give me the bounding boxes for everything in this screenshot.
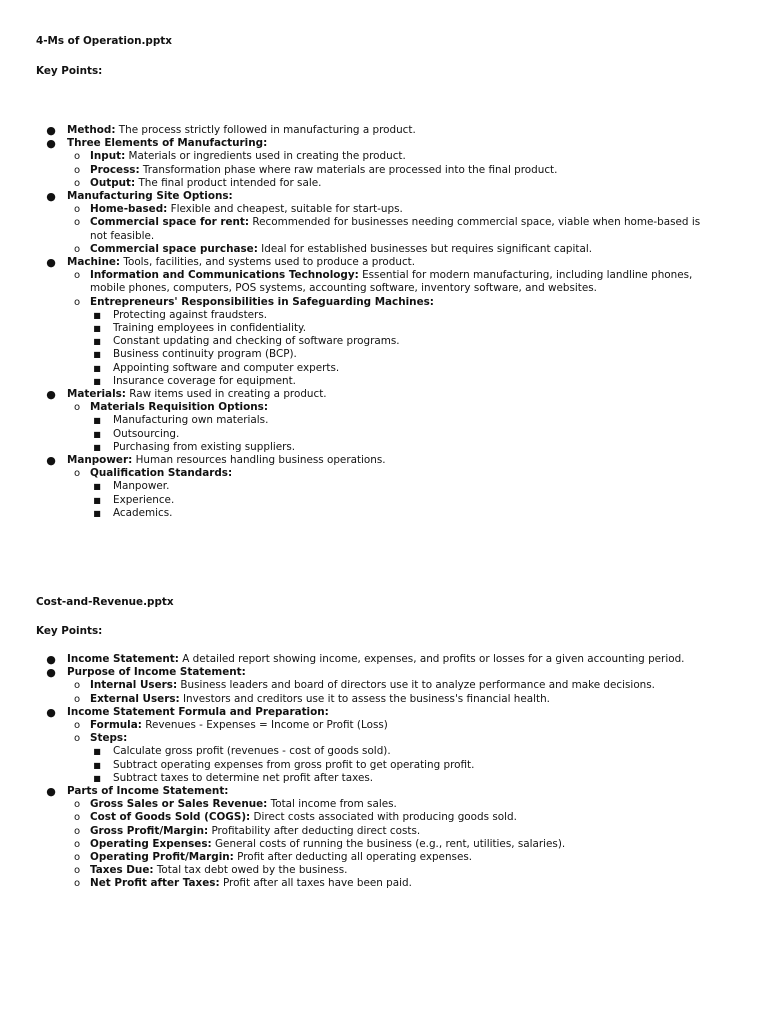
item-text: Business continuity program (BCP). [113,348,297,361]
list-item [0,653,768,666]
bullet-icon: ■ [93,429,101,439]
item-text: Profitability after deducting direct costs. [208,824,421,837]
bullet-icon: o [73,865,81,877]
item-label: Output: [90,176,136,189]
bullet-icon: o [73,720,81,732]
item-label: External Users: [90,692,180,705]
item-label: Entrepreneurs' Responsibilities in Safeguarding Machines: [90,295,434,308]
list-item [0,745,768,758]
item-text: Calculate gross profit (revenues - cost of goods sold). [113,745,391,758]
item-label: Gross Profit/Margin: [90,824,209,837]
item-text: Essential for modern manufacturing, including landline phones, mobile phones, computers, POS systems, accounting software, inventory software, and websites. [90,269,693,295]
bullet-icon: ■ [93,337,101,347]
item-text: Subtract taxes to determine net profit after taxes. [113,771,374,784]
bullet-icon: o [73,177,81,189]
bullet-icon: o [73,204,81,216]
bullet-icon: ● [46,190,56,204]
list-item [0,296,768,309]
section1-key-points-label: Key Points: [36,65,103,77]
list-item [0,335,768,348]
bullet-icon: ■ [93,495,101,505]
bullet-icon: ■ [93,773,101,783]
item-text: Manufacturing own materials. [113,414,269,427]
section2-filename: Cost-and-Revenue.pptx [36,596,174,608]
item-text: Direct costs associated with producing goods sold. [250,811,517,824]
item-text: Academics. [113,506,173,519]
item-text: Outsourcing. [113,427,180,440]
list-item [0,864,768,877]
item-text: Profit after all taxes have been paid. [219,877,412,890]
list-item [0,124,768,137]
item-label: Commercial space for rent: [90,216,250,229]
list-item [0,759,768,772]
bullet-icon: o [73,151,81,163]
item-label: Manpower: [67,454,133,467]
item-label: Input: [90,150,126,163]
item-label: Income Statement: [67,653,179,665]
item-label: Formula: [90,719,142,732]
list-item [0,666,768,679]
list-item [0,388,768,401]
item-text: Flexible and cheapest, suitable for start-ups. [167,203,403,216]
item-label: Operating Profit/Margin: [90,851,234,864]
bullet-icon: ● [46,256,56,270]
item-label: Purpose of Income Statement: [67,666,246,679]
bullet-icon: ● [46,785,56,799]
list-item [0,150,768,163]
list-item [0,256,768,269]
list-item [0,401,768,414]
list-item [0,216,768,242]
bullet-icon: o [73,799,81,811]
item-label: Information and Communications Technology: [90,269,359,282]
item-label: Commercial space purchase: [90,242,258,255]
list-item [0,428,768,441]
list-item [0,137,768,150]
item-text: Tools, facilities, and systems used to produce a product. [120,256,416,269]
bullet-icon: o [73,825,81,837]
item-text: The process strictly followed in manufacturing a product. [115,124,416,136]
item-label: Internal Users: [90,679,178,692]
item-label: Operating Expenses: [90,837,212,850]
item-label: Gross Sales or Sales Revenue: [90,798,268,811]
item-text: Total tax debt owed by the business. [153,864,348,877]
bullet-icon: ■ [93,376,101,386]
bullet-icon: ● [46,124,56,137]
section1-bullet-list [0,124,768,520]
list-item [0,309,768,322]
list-item [0,825,768,838]
item-label: Qualification Standards: [90,467,233,480]
item-text: Ideal for established businesses but requires significant capital. [257,242,593,255]
bullet-icon: ■ [93,442,101,452]
item-text: The final product intended for sale. [135,176,322,189]
bullet-icon: ■ [93,416,101,426]
bullet-icon: o [73,296,81,308]
item-text: Manpower. [113,480,170,493]
item-label: Manufacturing Site Options: [67,190,233,203]
list-item [0,811,768,824]
list-item [0,441,768,454]
list-item [0,851,768,864]
item-text: Experience. [113,493,175,506]
item-text: Training employees in confidentiality. [113,322,307,335]
item-text: Purchasing from existing suppliers. [113,440,296,453]
list-item [0,838,768,851]
bullet-icon: o [73,878,81,890]
bullet-icon: o [73,680,81,692]
list-item [0,348,768,361]
list-item [0,732,768,745]
list-item [0,877,768,890]
item-label: Net Profit after Taxes: [90,877,220,890]
list-item [0,203,768,216]
item-text: General costs of running the business (e.g., rent, utilities, salaries). [211,837,566,850]
item-label: Income Statement Formula and Preparation: [67,705,329,718]
item-label: Materials: [67,388,126,401]
item-label: Materials Requisition Options: [90,401,268,414]
item-text: Protecting against fraudsters. [113,308,268,321]
list-item [0,785,768,798]
bullet-icon: ■ [93,760,101,770]
bullet-icon: o [73,812,81,824]
list-item [0,772,768,785]
item-text: Investors and creditors use it to assess the business's financial health. [179,692,550,705]
bullet-icon: o [73,217,81,229]
item-text: Recommended for businesses needing commercial space, viable when home-based is not feasible. [90,216,701,242]
section2-key-points-label: Key Points: [36,625,103,637]
item-label: Process: [90,163,140,176]
item-text: Constant updating and checking of software programs. [113,335,400,348]
list-item [0,679,768,692]
bullet-icon: o [73,468,81,480]
list-item [0,494,768,507]
bullet-icon: o [73,164,81,176]
bullet-icon: ● [46,653,56,666]
item-text: Profit after deducting all operating expenses. [233,851,473,864]
bullet-icon: o [73,733,81,745]
bullet-icon: ● [46,388,56,402]
item-text: A detailed report showing income, expenses, and profits or losses for a given accounting period. [178,653,685,665]
item-text: Transformation phase where raw materials are processed into the final product. [139,163,558,176]
item-text: Revenues - Expenses = Income or Profit (Loss) [141,719,388,732]
bullet-icon: ● [46,454,56,468]
list-item [0,454,768,467]
list-item [0,693,768,706]
item-text: Insurance coverage for equipment. [113,374,296,387]
list-item [0,414,768,427]
list-item [0,243,768,256]
item-label: Machine: [67,256,121,269]
bullet-icon: ■ [93,747,101,757]
bullet-icon: o [73,852,81,864]
item-text: Human resources handling business operations. [132,454,386,467]
list-item [0,507,768,520]
list-item [0,480,768,493]
list-item [0,362,768,375]
list-item [0,467,768,480]
list-item [0,269,768,295]
bullet-icon: ■ [93,363,101,373]
list-item [0,190,768,203]
item-text: Business leaders and board of directors use it to analyze performance and make decisions. [177,679,655,692]
item-label: Home-based: [90,203,168,216]
item-text: Total income from sales. [267,798,397,811]
section1-filename: 4-Ms of Operation.pptx [36,35,172,47]
list-item [0,706,768,719]
bullet-icon: o [73,402,81,414]
item-text: Materials or ingredients used in creating the product. [125,150,406,163]
bullet-icon: ● [46,666,56,680]
bullet-icon: ● [46,137,56,151]
item-label: Three Elements of Manufacturing: [67,137,268,150]
bullet-icon: ■ [93,508,101,518]
bullet-icon: ■ [93,482,101,492]
item-label: Steps: [90,732,128,745]
list-item [0,164,768,177]
bullet-icon: ■ [93,324,101,334]
bullet-icon: o [73,243,81,255]
item-label: Taxes Due: [90,864,154,877]
list-item [0,177,768,190]
list-item [0,719,768,732]
item-label: Method: [67,124,116,136]
list-item [0,375,768,388]
list-item [0,322,768,335]
bullet-icon: ● [46,705,56,719]
bullet-icon: o [73,838,81,850]
item-text: Raw items used in creating a product. [125,388,327,401]
item-text: Appointing software and computer experts. [113,361,340,374]
list-item [0,798,768,811]
item-label: Cost of Goods Sold (COGS): [90,811,251,824]
item-label: Parts of Income Statement: [67,785,229,798]
section2-bullet-list [0,653,768,891]
bullet-icon: o [73,270,81,282]
item-text: Subtract operating expenses from gross profit to get operating profit. [113,758,475,771]
bullet-icon: ■ [93,310,101,320]
bullet-icon: ■ [93,350,101,360]
bullet-icon: o [73,693,81,705]
